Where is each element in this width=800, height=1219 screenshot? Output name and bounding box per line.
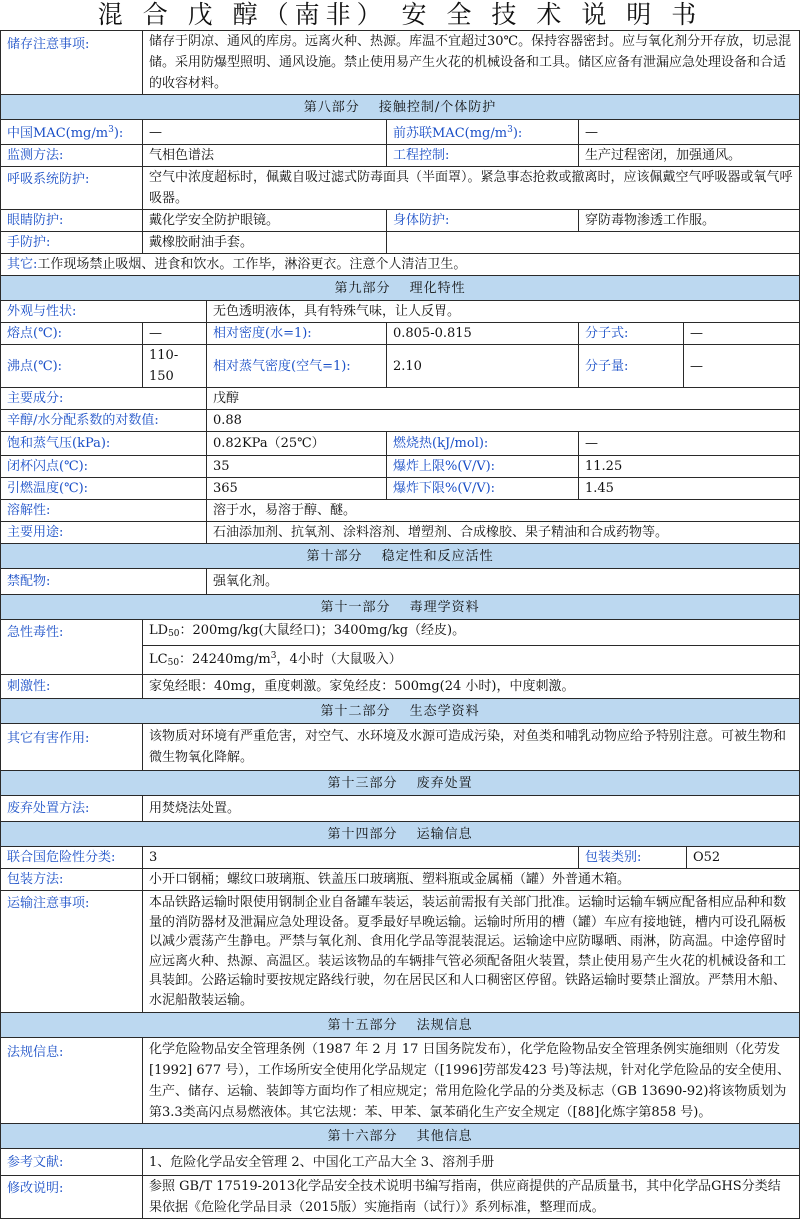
section-12-header — [1, 699, 800, 724]
section-16-title: 第十六部分 其他信息 — [327, 1128, 473, 1144]
regulation-row — [1, 1038, 800, 1124]
hand-row — [1, 232, 800, 254]
flash-label: 闭杯闪点(℃): — [1, 456, 207, 478]
incompatible-row — [1, 569, 800, 595]
section-16-header — [1, 1124, 800, 1149]
section-10-title: 第十部分 稳定性和反应活性 — [306, 548, 494, 564]
incompatible-value: 强氧化剂。 — [207, 569, 800, 595]
section-11-header — [1, 595, 800, 620]
disposal-value: 用焚烧法处置。 — [143, 796, 800, 822]
section-10-header — [1, 544, 800, 569]
hand-label: 手防护: — [1, 232, 143, 254]
lower-limit-value: 1.45 — [579, 478, 800, 500]
irritation-row — [1, 675, 800, 699]
acute-label: 急性毒性: — [1, 620, 143, 675]
heat-label: 燃烧热(kJ/mol): — [387, 432, 579, 456]
upper-limit-value: 11.25 — [579, 456, 800, 478]
un-label: 联合国危险性分类: — [1, 847, 143, 869]
flash-value: 35 — [207, 456, 387, 478]
section-13-header — [1, 771, 800, 796]
logp-label: 辛醇/水分配系数的对数值: — [1, 410, 207, 432]
mac-cn-value: — — [143, 120, 387, 145]
mac-su-label: 前苏联$MAC(mg/m^3)$: — [387, 120, 579, 145]
pack-class-value: O52 — [693, 850, 721, 865]
section-12-title: 第十二部分 生态学资料 — [320, 703, 480, 719]
harm-row — [1, 724, 800, 771]
formula-label: 分子式: — [579, 323, 684, 345]
main-component-value: 戊醇 — [207, 388, 800, 410]
density-value: 0.805-0.815 — [387, 323, 579, 345]
incompatible-label: 禁配物: — [1, 569, 207, 595]
section-8-title: 第八部分 接触控制/个体防护 — [303, 99, 497, 115]
vapor-pressure-row — [1, 432, 800, 456]
monitor-row — [1, 145, 800, 167]
harm-value: 该物质对环境有严重危害，对空气、水环境及水源可造成污染，对鱼类和哺乳动物应给予特别注意。可被生物和微生物氧化降解。 — [143, 724, 800, 771]
storage-label: 储存注意事项: — [1, 31, 143, 95]
ignition-label: 引燃温度(℃): — [1, 478, 207, 500]
boiling-row — [1, 345, 800, 388]
disposal-row — [1, 796, 800, 822]
pack-class-cell — [579, 847, 800, 869]
ld50-row — [1, 620, 800, 646]
ignition-row — [1, 478, 800, 500]
regulation-value: 化学危险物品安全管理条例（1987 年 2 月 17 日国务院发布），化学危险物品安全管理条例实施细则（化劳发[1992] 677 号），工作场所安全使用化学品规定（[1996]劳部发423 号)等法规，针对化学危险品的安全使用、生产、储存、运输、装卸等方面均作了相应规定；常用危险化学品的分类及标志（GB 13690-92)将该物质划为第3.3类高闪点易燃液体。其它法规：苯、甲苯、氯苯硝化生产安全规定（[88]化炼字第858 号)。 — [143, 1038, 800, 1124]
section-15-title: 第十五部分 法规信息 — [327, 1017, 473, 1033]
other-row — [1, 254, 800, 276]
hand-empty — [387, 232, 800, 254]
mw-label: 分子量: — [579, 345, 684, 388]
section-14-header — [1, 822, 800, 847]
respiratory-value: 空气中浓度超标时，佩戴自吸过滤式防毒面具（半面罩）。紧急事态抢救或撤离时，应该佩戴空气呼吸器或氧气呼吸器。 — [143, 167, 800, 210]
msds-table — [0, 30, 800, 1219]
main-component-label: 主要成分: — [1, 388, 207, 410]
vapor-pressure-value: 0.82KPa（25℃） — [207, 432, 387, 456]
storage-value: 储存于阴凉、通风的库房。远离火种、热源。库温不宜超过30℃。保持容器密封。应与氧化剂分开存放，切忌混储。采用防爆型照明、通风设施。禁止使用易产生火花的机械设备和工具。储区应备有泄漏应急处理设备和合适的收容材料。 — [143, 31, 800, 95]
reference-row — [1, 1149, 800, 1176]
body-value: 穿防毒物渗透工作服。 — [579, 210, 800, 232]
other-label: 其它: — [7, 257, 38, 272]
respiratory-label: 呼吸系统防护: — [1, 167, 143, 210]
vapor-density-value: 2.10 — [387, 345, 579, 388]
engineering-label: 工程控制: — [387, 145, 579, 167]
respiratory-row — [1, 167, 800, 210]
mw-value: — — [684, 345, 800, 388]
monitor-label: 监测方法: — [1, 145, 143, 167]
use-row — [1, 522, 800, 544]
formula-value: — — [684, 323, 800, 345]
regulation-label: 法规信息: — [1, 1038, 143, 1124]
other-cell — [1, 254, 800, 276]
monitor-value: 气相色谱法 — [143, 145, 387, 167]
un-value: 3 — [143, 847, 579, 869]
appearance-row — [1, 301, 800, 323]
section-13-title: 第十三部分 废弃处置 — [327, 775, 473, 791]
use-value: 石油添加剂、抗氧剂、涂料溶剂、增塑剂、合成橡胶、果子精油和合成药物等。 — [207, 522, 800, 544]
appearance-label: 外观与性状: — [1, 301, 207, 323]
melting-row — [1, 323, 800, 345]
revision-row — [1, 1176, 800, 1219]
engineering-value: 生产过程密闭，加强通风。 — [579, 145, 800, 167]
revision-value: 参照 GB/T 17519-2013化学品安全技术说明书编写指南，供应商提供的产品质量书，其中化学品GHS分类结果依据《危险化学品目录（2015版）实施指南（试行）》系列标准，整理而成。 — [143, 1176, 800, 1219]
eye-label: 眼睛防护: — [1, 210, 143, 232]
density-label: 相对密度(水=1): — [207, 323, 387, 345]
document-title: 混 合 戊 醇（南非） 安 全 技 术 说 明 书 — [97, 0, 703, 29]
transport-value: 本品铁路运输时限使用钢制企业自备罐车装运，装运前需报有关部门批准。运输时运输车辆应配备相应品种和数量的消防器材及泄漏应急处理设备。夏季最好早晚运输。运输时所用的槽（罐）车应有接地链，槽内可设孔隔板以减少震荡产生静电。严禁与氧化剂、食用化学品等混装混运。运输途中应防曝晒、雨淋，防高温。中途停留时应远离火种、热源、高温区。装运该物品的车辆排气管必须配备阻火装置，禁止使用易产生火花的机械设备和工具装卸。公路运输时要按规定路线行驶，勿在居民区和人口稠密区停留。铁路运输时要禁止溜放。严禁用木船、水泥船散装运输。 — [143, 891, 800, 1013]
section-14-title: 第十四部分 运输信息 — [327, 826, 473, 842]
pack-method-row — [1, 869, 800, 891]
logp-value: 0.88 — [207, 410, 800, 432]
un-row — [1, 847, 800, 869]
revision-label: 修改说明: — [1, 1176, 143, 1219]
use-label: 主要用途: — [1, 522, 207, 544]
pack-method-label: 包装方法: — [1, 869, 143, 891]
pack-method-value: 小开口钢桶；螺纹口玻璃瓶、铁盖压口玻璃瓶、塑料瓶或金属桶（罐）外普通木箱。 — [143, 869, 800, 891]
heat-value: — — [579, 432, 800, 456]
solubility-row — [1, 500, 800, 522]
ld50-value: $LD_{50}$：200mg/kg(大鼠经口)；3400mg/kg（经皮)。 — [143, 620, 800, 646]
mac-su-value: — — [579, 120, 800, 145]
storage-row — [1, 31, 800, 95]
melting-value: — — [143, 323, 207, 345]
body-label: 身体防护: — [387, 210, 579, 232]
reference-value: 1、危险化学品安全管理 2、中国化工产品大全 3、溶剂手册 — [143, 1149, 800, 1176]
section-9-title: 第九部分 理化特性 — [334, 280, 466, 296]
section-15-header — [1, 1013, 800, 1038]
section-8-header — [1, 95, 800, 120]
section-9-header — [1, 276, 800, 301]
upper-limit-label: 爆炸上限%(V/V): — [387, 456, 579, 478]
vapor-density-label: 相对蒸气密度(空气=1): — [207, 345, 387, 388]
eye-body-row — [1, 210, 800, 232]
mac-cn-label: 中国$MAC(mg/m^3)$: — [1, 120, 143, 145]
transport-row — [1, 891, 800, 1013]
section-11-title: 第十一部分 毒理学资料 — [320, 599, 480, 615]
transport-label: 运输注意事项: — [1, 891, 143, 1013]
hand-value: 戴橡胶耐油手套。 — [143, 232, 387, 254]
solubility-value: 溶于水，易溶于醇、醚。 — [207, 500, 800, 522]
irritation-value: 家兔经眼：40mg，重度刺激。家兔经皮：500mg(24 小时)，中度刺激。 — [143, 675, 800, 699]
logp-row — [1, 410, 800, 432]
solubility-label: 溶解性: — [1, 500, 207, 522]
melting-label: 熔点(℃): — [1, 323, 143, 345]
eye-value: 戴化学安全防护眼镜。 — [143, 210, 387, 232]
irritation-label: 刺激性: — [1, 675, 143, 699]
pack-class-label: 包装类别: — [579, 847, 687, 868]
disposal-label: 废弃处置方法: — [1, 796, 143, 822]
harm-label: 其它有害作用: — [1, 724, 143, 771]
vapor-pressure-label: 饱和蒸气压(kPa): — [1, 432, 207, 456]
appearance-value: 无色透明液体，具有特殊气味，让人反胃。 — [207, 301, 800, 323]
other-value: 工作现场禁止吸烟、进食和饮水。工作毕，淋浴更衣。注意个人清洁卫生。 — [37, 257, 467, 272]
ignition-value: 365 — [207, 478, 387, 500]
boiling-label: 沸点(℃): — [1, 345, 143, 388]
mac-row — [1, 120, 800, 145]
main-component-row — [1, 388, 800, 410]
boiling-value: 110-150 — [143, 345, 207, 388]
reference-label: 参考文献: — [1, 1149, 143, 1176]
lower-limit-label: 爆炸下限%(V/V): — [387, 478, 579, 500]
lc50-value: $LC_{50}$：$24240mg/m^3$，4小时（大鼠吸入） — [143, 646, 800, 675]
flash-row — [1, 456, 800, 478]
